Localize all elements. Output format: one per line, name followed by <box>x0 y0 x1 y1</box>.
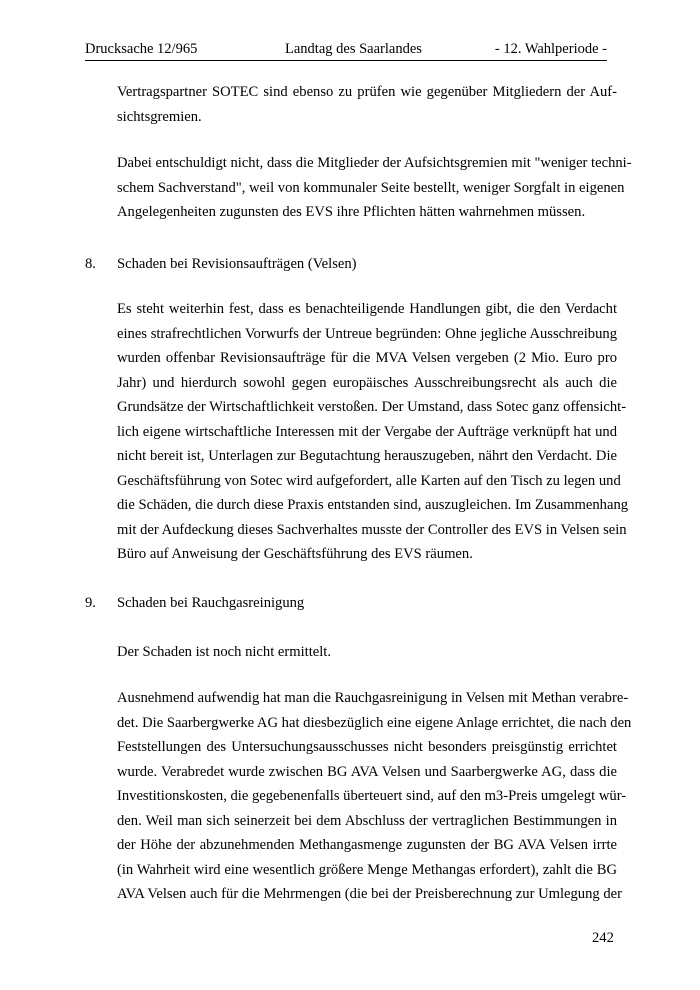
text-line: die Schäden, die durch diese Praxis entstanden sind, auszugleichen. Im Zusammenhang <box>117 497 629 513</box>
text-line: der Höhe der abzunehmenden Methangasmenge zugunsten der BG AVA Velsen irrte <box>117 837 617 853</box>
paragraph-continuation <box>117 80 617 129</box>
section-title: Schaden bei Revisionsaufträgen (Velsen) <box>117 256 357 272</box>
text-line: Jahr) und hierdurch sowohl gegen europäisches Ausschreibungsrecht als auch die <box>117 374 617 391</box>
text-line: Büro auf Anweisung der Geschäftsführung des EVS räumen. <box>117 546 473 562</box>
page-number: 242 <box>592 930 614 946</box>
text-line: Angelegenheiten zugunsten des EVS ihre Pflichten hätten wahrnehmen müssen. <box>117 204 586 220</box>
text-line: (in Wahrheit wird eine wesentlich größere Menge Methangas erfordert), zahlt die BG <box>117 861 617 878</box>
text-line: Investitionskosten, die gegebenenfalls überteuert sind, auf den m3-Preis umgelegt wür- <box>117 788 627 804</box>
text-line: mit der Aufdeckung dieses Sachverhaltes musste der Controller des EVS in Velsen sein <box>117 521 627 538</box>
section-9-body <box>117 686 632 907</box>
text-line: Grundsätze der Wirtschaftlichkeit verstoßen. Der Umstand, dass Sotec ganz offensicht- <box>117 399 627 415</box>
text-line: Geschäftsführung von Sotec wird aufgefordert, alle Karten auf den Tisch zu legen und <box>117 472 621 489</box>
page-header <box>85 40 607 61</box>
text-line: lich eigene wirtschaftliche Interessen mit der Vergabe der Aufträge verknüpft hat und <box>117 423 617 440</box>
parliament-name: Landtag des Saarlandes <box>285 41 422 57</box>
section-heading-9 <box>85 591 304 616</box>
text-line: Es steht weiterhin fest, dass es benachteiligende Handlungen gibt, die den Verdacht <box>117 301 617 317</box>
text-line: sichtsgremien. <box>117 108 202 125</box>
text-line: AVA Velsen auch für die Mehrmengen (die bei der Preisberechnung zur Umlegung der <box>117 886 622 902</box>
text-line: schem Sachverstand", weil von kommunaler Seite bestellt, weniger Sorgfalt in eigenen <box>117 179 625 196</box>
text-line: den. Weil man sich seinerzeit bei dem Abschluss der vertraglichen Bestimmungen in <box>117 812 617 829</box>
text-line: nicht bereit ist, Unterlagen zur Begutachtung herauszugeben, nährt den Verdacht. Die <box>117 448 617 464</box>
text-line: wurde. Verabredet wurde zwischen BG AVA Velsen und Saarbergwerke AG, dass die <box>117 763 617 780</box>
text-line: Ausnehmend aufwendig hat man die Rauchgasreinigung in Velsen mit Methan verabre- <box>117 690 629 706</box>
text-line: Dabei entschuldigt nicht, dass die Mitglieder der Aufsichtsgremien mit "weniger techni- <box>117 155 632 171</box>
section-title: Schaden bei Rauchgasreinigung <box>117 595 305 611</box>
text-line: Vertragspartner SOTEC sind ebenso zu prüfen wie gegenüber Mitgliedern der Auf- <box>117 84 617 100</box>
text-line: wurden offenbar Revisionsaufträge für die MVA Velsen vergeben (2 Mio. Euro pro <box>117 350 617 366</box>
section-heading-8 <box>85 252 357 277</box>
text-line: Der Schaden ist noch nicht ermittelt. <box>117 644 331 660</box>
legislative-period: - 12. Wahlperiode - <box>494 41 607 57</box>
text-line: det. Die Saarbergwerke AG hat diesbezüglich eine eigene Anlage errichtet, die nach den <box>117 714 632 731</box>
document-number: Drucksache 12/965 <box>85 41 198 57</box>
section-9-intro <box>117 640 617 665</box>
text-line: eines strafrechtlichen Vorwurfs der Untreue begründen: Ohne jegliche Ausschreibung <box>117 325 617 342</box>
section-number: 8. <box>85 256 96 272</box>
section-8-body <box>117 297 629 567</box>
paragraph-supervisory-boards <box>117 151 632 225</box>
text-line: Feststellungen des Untersuchungsausschusses nicht besonders preisgünstig errichtet <box>117 739 617 755</box>
section-number: 9. <box>85 595 96 611</box>
